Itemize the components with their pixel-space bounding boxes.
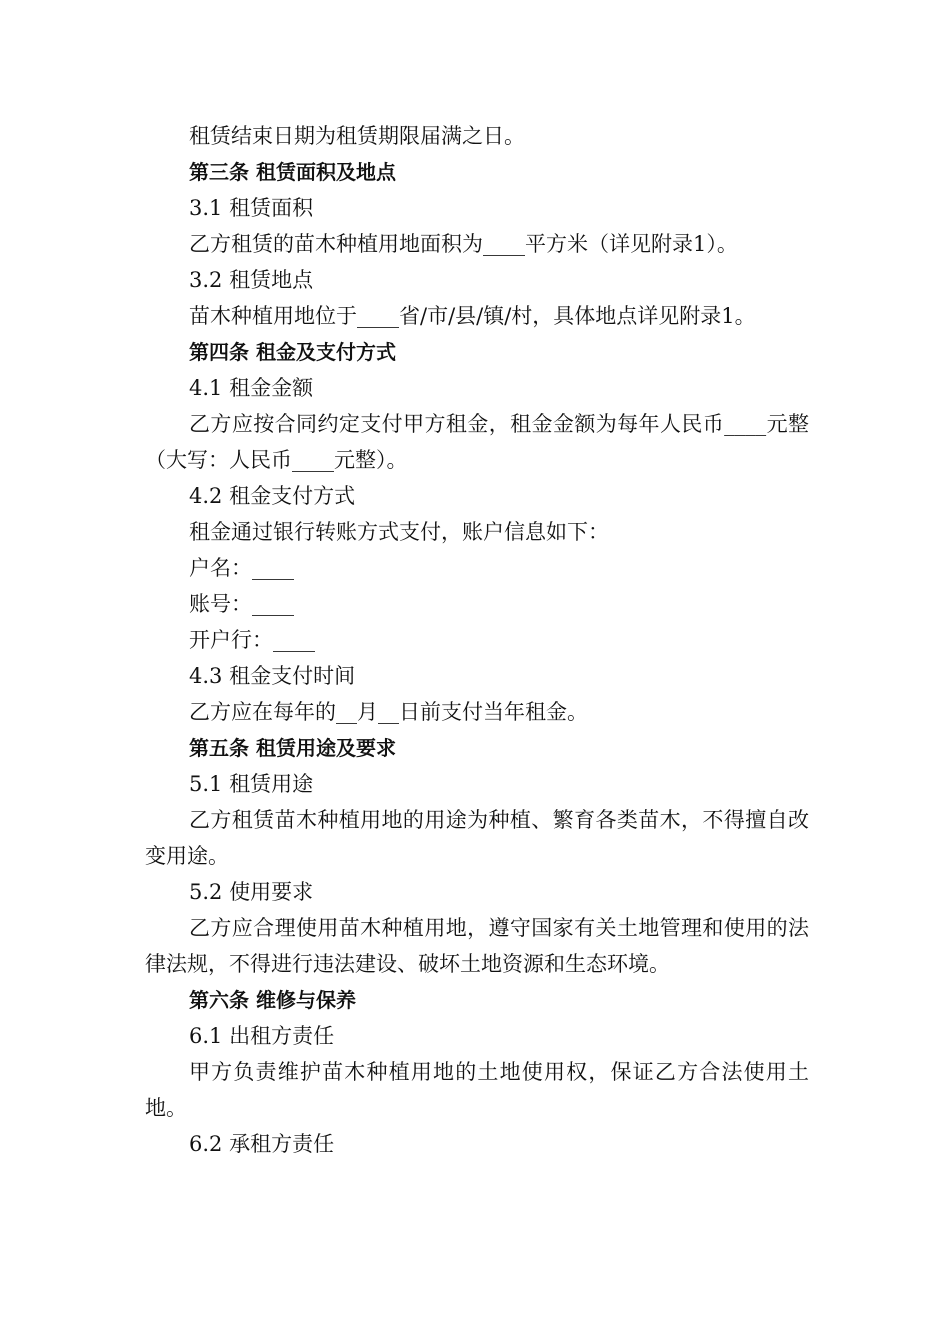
paragraph: 乙方租赁苗木种植用地的用途为种植、繁育各类苗木，不得擅自改变用途。 xyxy=(145,808,809,868)
subsection-title: 5.2 使用要求 xyxy=(189,880,314,904)
subsection-title: 4.1 租金金额 xyxy=(189,376,314,400)
section-heading: 第四条 租金及支付方式 xyxy=(189,340,396,364)
paragraph: 租金通过银行转账方式支付，账户信息如下： xyxy=(189,520,609,544)
subsection-title: 4.3 租金支付时间 xyxy=(189,664,356,688)
paragraph: 乙方应按合同约定支付甲方租金，租金金额为每年人民币____元整（大写：人民币____元整）。 xyxy=(145,412,809,472)
subsection-title: 6.2 承租方责任 xyxy=(189,1132,335,1156)
paragraph: 租赁结束日期为租赁期限届满之日。 xyxy=(189,124,525,148)
subsection-title: 3.1 租赁面积 xyxy=(189,196,314,220)
paragraph: 乙方租赁的苗木种植用地面积为____平方米（详见附录1）。 xyxy=(189,232,738,256)
section-heading: 第三条 租赁面积及地点 xyxy=(189,160,396,184)
paragraph: 乙方应在每年的__月__日前支付当年租金。 xyxy=(189,700,588,724)
document-body xyxy=(145,118,809,1162)
paragraph: 苗木种植用地位于____省/市/县/镇/村，具体地点详见附录1。 xyxy=(189,304,756,328)
account-name-line: 户名：____ xyxy=(189,556,294,580)
paragraph: 乙方应合理使用苗木种植用地，遵守国家有关土地管理和使用的法律法规，不得进行违法建设、破坏土地资源和生态环境。 xyxy=(145,916,809,976)
subsection-title: 3.2 租赁地点 xyxy=(189,268,314,292)
subsection-title: 4.2 租金支付方式 xyxy=(189,484,356,508)
subsection-title: 6.1 出租方责任 xyxy=(189,1024,335,1048)
account-number-line: 账号：____ xyxy=(189,592,294,616)
bank-line: 开户行：____ xyxy=(189,628,315,652)
section-heading: 第六条 维修与保养 xyxy=(189,988,356,1012)
subsection-title: 5.1 租赁用途 xyxy=(189,772,314,796)
paragraph: 甲方负责维护苗木种植用地的土地使用权，保证乙方合法使用土地。 xyxy=(145,1060,809,1120)
section-heading: 第五条 租赁用途及要求 xyxy=(189,736,396,760)
